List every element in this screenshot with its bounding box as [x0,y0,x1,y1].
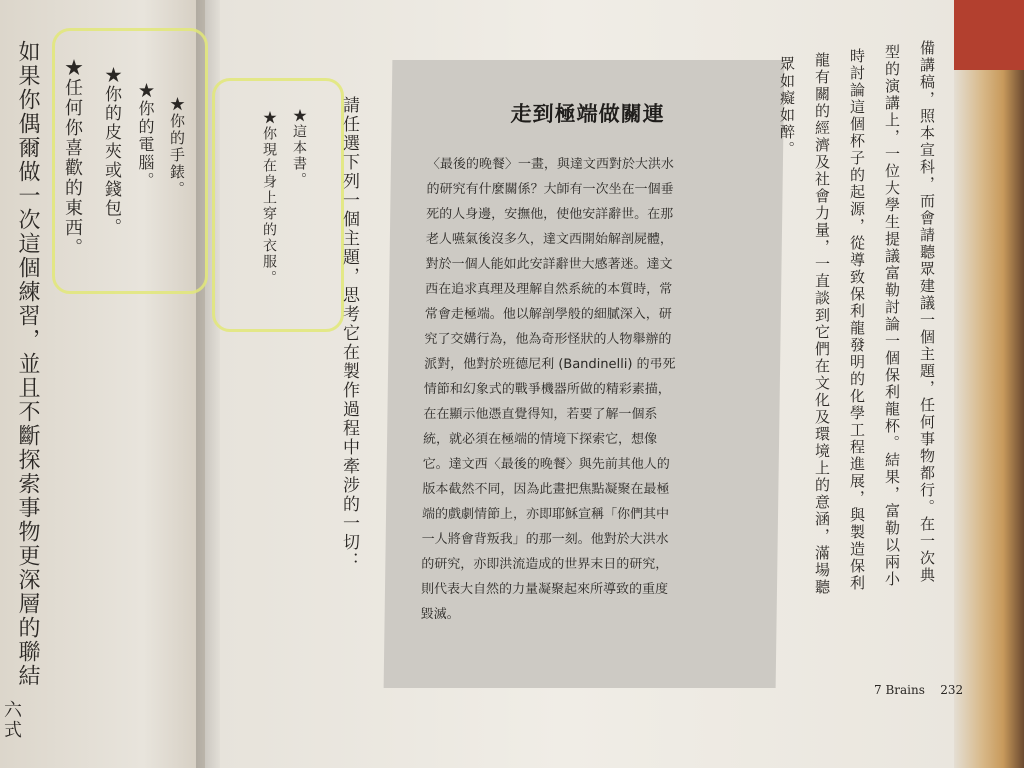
sidebar-line: 的研究有什麼關係？大師有一次坐在一個垂 [426,182,674,197]
sidebar-line: 毀滅。 [420,607,460,622]
list-item: ★你的皮夾或錢包。 [101,66,121,237]
sidebar-line: 情節和幻象式的戰爭機器所做的精彩素描， [423,382,671,397]
exercise-prompt: 請任選下列一個主題，思考它在製作過程中牽涉的一切： [339,96,359,571]
sidebar-title: 走到極端做關連 [510,101,665,126]
sidebar-line: 西在追求真理及理解自然系統的本質時，常 [425,282,673,297]
sidebar-line: 〈最後的晚餐〉一畫，與達文西對於大洪水 [426,157,675,172]
page-edge [954,0,1024,768]
sidebar-line: 它。達文西〈最後的晚餐〉與先前其他人的 [422,457,670,472]
list-item: ★任何你喜歡的東西。 [62,58,83,258]
page-footer [874,683,963,697]
book-title: 7 Brains [874,683,925,697]
exercise-item: ★這本書。 [291,108,307,188]
table-corner [954,0,1024,70]
sidebar-line: 則代表大自然的力量凝聚起來所導致的重度 [420,582,669,597]
sidebar-body [420,152,747,627]
sidebar-line: 版本截然不同，因為此畫把焦點凝聚在最極 [422,482,670,497]
left-cutoff-text: 六式 [1,700,22,740]
sidebar-line: 派對，他對於班德尼利 (Bandinelli) 的弔死 [424,357,676,372]
list-item: ★你的電腦。 [136,82,155,190]
right-text-column: 眾如癡如醉。 [778,56,796,158]
sidebar-line: 端的戲劇情節上，亦即耶穌宣稱「你們其中 [421,507,670,522]
sidebar-line: 統，就必須在極端的情境下探索它，想像 [422,432,658,447]
sidebar-line: 一人將會背叛我」的那一刻。他對於大洪水 [421,532,669,547]
sidebar-line: 常會走極端。他以解剖學般的細膩深入，研 [424,307,672,322]
sidebar-line: 在在顯示他憑直覺得知，若要了解一個系 [423,407,658,422]
right-text-column: 備講稿，照本宣科，而會請聽眾建議一個主題，任何事物都行。在一次典 [918,40,936,584]
exercise-item: ★你現在身上穿的衣服。 [261,110,277,286]
sidebar-line: 對於一個人能如此安詳辭世大感著迷。達文 [425,257,673,272]
sidebar-line: 死的人身邊，安撫他，使他安詳辭世。在那 [426,207,674,222]
sidebar-box [384,60,785,688]
sidebar-line: 老人嚥氣後沒多久，達文西開始解剖屍體， [425,232,673,247]
left-paragraph-column: 如果你偶爾做一次這個練習，並且不斷探索事物更深層的聯結 [15,40,40,688]
right-text-column: 時討論這個杯子的起源，從導致保利龍發明的化學工程進展，與製造保利 [848,48,866,592]
list-item: ★你的手錶。 [168,96,186,198]
sidebar-line: 的研究，亦即洪流造成的世界末日的研究， [421,557,669,572]
right-text-column: 龍有關的經濟及社會力量，一直談到它們在文化及環境上的意涵，滿場聽 [813,52,831,596]
sidebar-line: 究了交媾行為，他為奇形怪狀的人物舉辦的 [424,332,672,347]
right-text-column: 型的演講上，一位大學生提議富勒討論一個保利龍杯。結果，富勒以兩小 [883,44,901,588]
page-number: 232 [940,683,964,697]
